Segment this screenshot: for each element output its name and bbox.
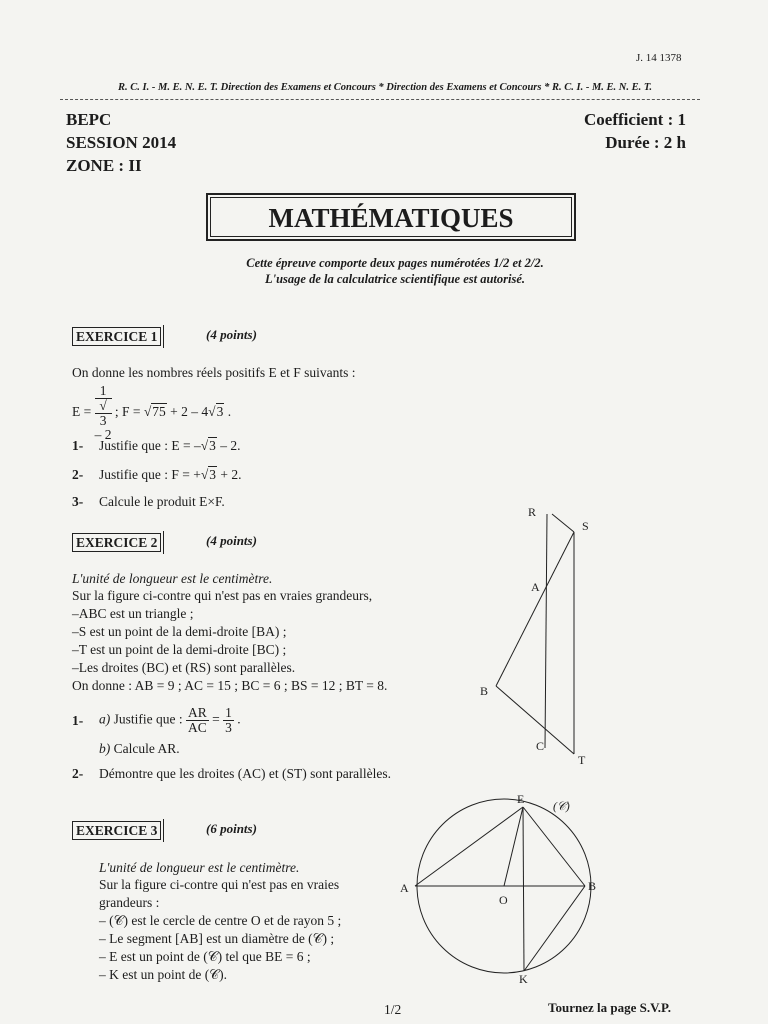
calculator-note: L'usage de la calculatrice scientifique est autorisé. xyxy=(264,272,526,286)
exercise-2-label: EXERCICE 2 xyxy=(72,533,161,552)
ex1-q3-text: Calcule le produit E×F. xyxy=(99,494,225,509)
segment-sb xyxy=(496,532,574,686)
label-k: K xyxy=(519,972,528,986)
label-b: B xyxy=(588,879,597,893)
exercise-3-label: EXERCICE 3 xyxy=(72,821,161,840)
label-circle: (𝒞) xyxy=(553,799,570,813)
exercise-2-points: (4 points) xyxy=(206,533,257,548)
coefficient: Coefficient : 1 xyxy=(584,110,686,129)
label-e: E xyxy=(517,792,525,806)
segment-rc xyxy=(545,514,547,748)
statement-line: – (𝒞) est le cercle de centre O et de rayon 5 ; xyxy=(99,913,342,928)
subject-title xyxy=(206,193,576,241)
ex2-q2-text: Démontre que les droites (AC) et (ST) sont parallèles. xyxy=(99,766,392,781)
exercise-3-figure xyxy=(395,790,620,990)
f-radicand-2: 3 xyxy=(216,404,224,420)
statement-line: –Les droites (BC) et (RS) sont parallèles. xyxy=(72,660,296,675)
ex1-q1-text: Justifie que : E = –√3 – 2. xyxy=(99,438,241,453)
banner-divider xyxy=(60,99,700,100)
exercise-2-statement xyxy=(72,587,387,695)
segment-kb xyxy=(524,886,585,971)
statement-line: – E est un point de (𝒞) tel que BE = 6 ; xyxy=(99,949,311,964)
e-numerator: 1 xyxy=(95,384,112,399)
exam-zone: ZONE : II xyxy=(66,156,142,175)
pages-note: Cette épreuve comporte deux pages numérotées 1/2 et 2/2. xyxy=(246,256,544,270)
label-a: A xyxy=(400,881,409,895)
exam-name: BEPC xyxy=(66,110,112,129)
ex1-q2-number: 2- xyxy=(72,467,84,482)
segment-eb xyxy=(523,807,585,886)
label-t: T xyxy=(578,753,586,767)
label-o: O xyxy=(499,893,508,907)
ex2-q1b-text: b) Calcule AR. xyxy=(99,741,180,756)
exercise-1-definitions: E = 1 √ 3 – 2 ; F = √75 + 2 – 4√3 . xyxy=(72,383,232,442)
segment-ek xyxy=(523,807,524,971)
f-radicand-1: 75 xyxy=(152,404,166,420)
document-reference: J. 14 1378 xyxy=(636,52,682,64)
one-third-fraction: $\frac{1}{3}$ xyxy=(225,705,232,735)
label-r: R xyxy=(528,505,537,519)
statement-line: On donne : AB = 9 ; AC = 15 ; BC = 6 ; BS = 12 ; BT = 8. xyxy=(72,678,388,693)
turn-page-note: Tournez la page S.V.P. xyxy=(548,1000,672,1015)
label-a: A xyxy=(531,580,540,594)
statement-line: –T est un point de la demi-droite [BC) ; xyxy=(72,642,287,657)
subject-title-text: MATHÉMATIQUES xyxy=(268,203,514,233)
e-lhs: E = xyxy=(72,404,92,420)
statement-line: Sur la figure ci-contre qui n'est pas en vraies grandeurs, xyxy=(72,588,373,603)
segment-rs xyxy=(552,514,574,532)
exercise-2-unit: L'unité de longueur est le centimètre. xyxy=(72,571,273,586)
exercise-1-label: EXERCICE 1 xyxy=(72,327,161,346)
exercise-1-intro: On donne les nombres réels positifs E et F suivants : xyxy=(72,365,356,380)
ex2-q1-number: 1- xyxy=(72,713,84,728)
statement-line: – K est un point de (𝒞). xyxy=(99,967,227,982)
ar-ac-fraction: $\frac{AR}{AC}$ xyxy=(188,705,207,735)
ministry-banner: R. C. I. - M. E. N. E. T. Direction des Examens et Concours * Direction des Examens et Concours * R. C. I. - M. E. N. E. T. xyxy=(118,82,652,93)
label-b: B xyxy=(480,684,489,698)
statement-line: –S est un point de la demi-droite [BA) ; xyxy=(72,624,287,639)
exercise-3-points: (6 points) xyxy=(206,821,257,836)
ex2-q1a-text: a) Justifie que : $\frac{AR}{AC}$ = $\frac{1}{3}$ . xyxy=(99,705,241,735)
ex1-q3-number: 3- xyxy=(72,494,84,509)
page-number: 1/2 xyxy=(384,1002,402,1017)
exercise-3-statement xyxy=(99,876,341,984)
duration: Durée : 2 h xyxy=(605,133,686,152)
statement-line: – Le segment [AB] est un diamètre de (𝒞) ; xyxy=(99,931,335,946)
label-c: C xyxy=(536,739,545,753)
ex2-q2-number: 2- xyxy=(72,766,84,781)
statement-line: grandeurs : xyxy=(99,895,160,910)
statement-line: –ABC est un triangle ; xyxy=(72,606,194,621)
statement-line: Sur la figure ci-contre qui n'est pas en vraies xyxy=(99,877,340,892)
segment-bt xyxy=(496,686,574,754)
ex1-q1-number: 1- xyxy=(72,438,84,453)
exam-session: SESSION 2014 xyxy=(66,133,177,152)
exercise-2-figure xyxy=(470,500,610,775)
exercise-3-unit: L'unité de longueur est le centimètre. xyxy=(99,860,300,875)
ex1-q2-text: Justifie que : F = +√3 + 2. xyxy=(99,467,242,482)
label-s: S xyxy=(582,519,589,533)
e-denominator: √ 3 – 2 xyxy=(94,398,112,442)
exercise-1-points: (4 points) xyxy=(206,327,257,342)
e-fraction xyxy=(95,384,112,442)
